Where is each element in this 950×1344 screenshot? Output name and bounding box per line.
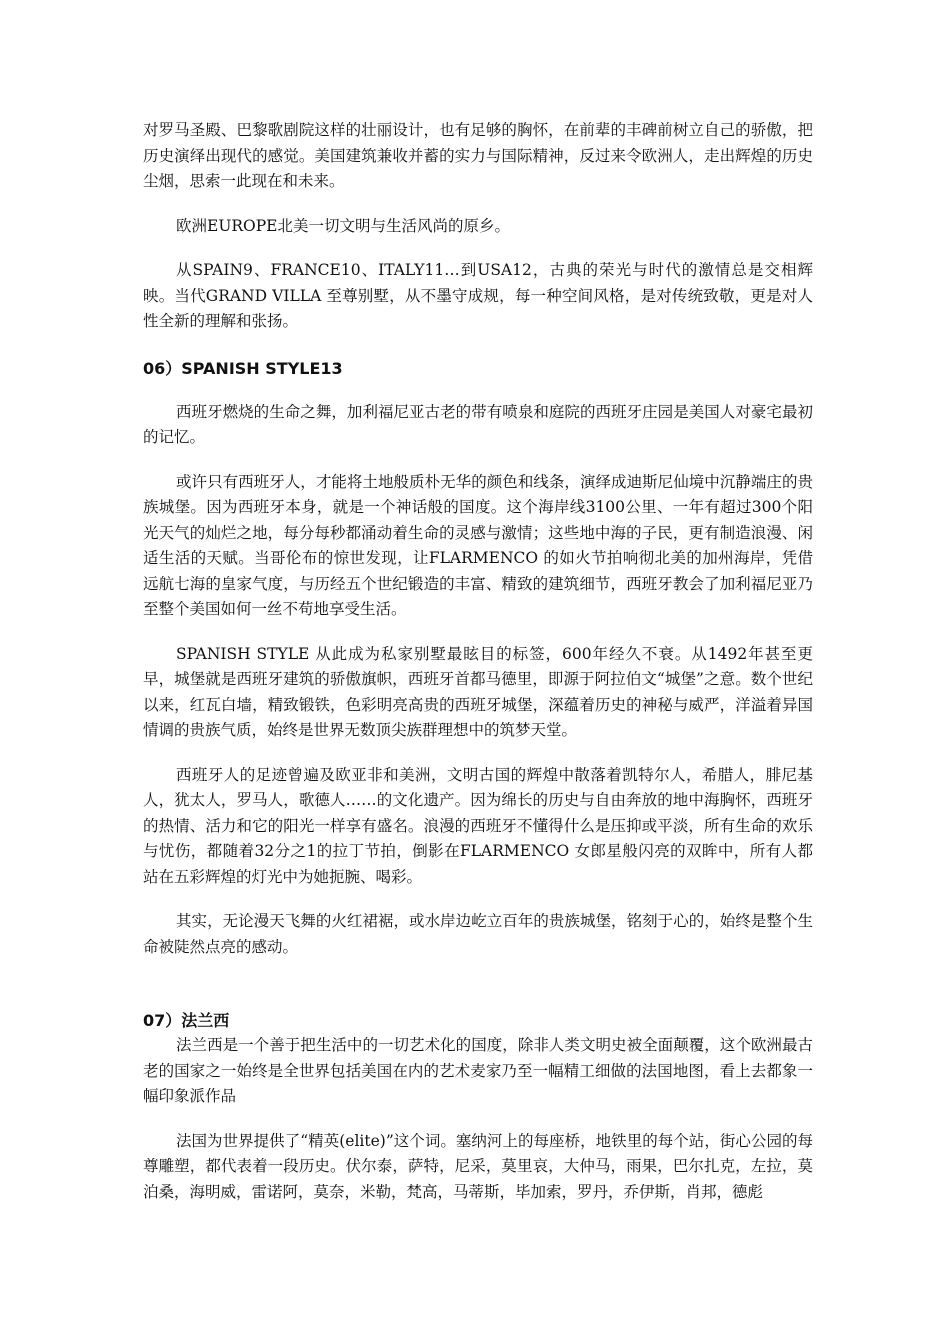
paragraph: 从SPAIN9、FRANCE10、ITALY11…到USA12，古典的荣光与时代的激情总是交相辉映。当代GRAND VILLA 至尊别墅，从不墨守成规，每一种空间风格，是对传统致敬，更是对人性全新的理解和张扬。: [143, 261, 813, 330]
paragraph: SPANISH STYLE 从此成为私家别墅最眩目的标签，600年经久不衰。从1492年甚至更早，城堡就是西班牙建筑的骄傲旗帜，西班牙首都马德里，即源于阿拉伯文“城堡”之意。数个世纪以来，红瓦白墙，精致锻铁，色彩明亮高贵的西班牙城堡，深蕴着历史的神秘与威严，洋溢着异国情调的贵族气质，始终是世界无数顶尖族群理想中的筑梦天堂。: [143, 644, 813, 739]
document-body: [143, 118, 813, 1205]
paragraph: 西班牙燃烧的生命之舞，加利福尼亚古老的带有喷泉和庭院的西班牙庄园是美国人对豪宅最初的记忆。: [143, 402, 813, 446]
section-heading-france: 07）法兰西: [143, 1011, 230, 1030]
paragraph: 法兰西是一个善于把生活中的一切艺术化的国度，除非人类文明史被全面颠覆，这个欧洲最古老的国家之一始终是全世界包括美国在内的艺术麦家乃至一幅精工细做的法国地图，看上去都象一幅印象派作品: [143, 1036, 813, 1105]
paragraph: 对罗马圣殿、巴黎歌剧院这样的壮丽设计，也有足够的胸怀，在前辈的丰碑前树立自己的骄傲，把历史演绎出现代的感觉。美国建筑兼收并蓄的实力与国际精神，反过来令欧洲人，走出辉煌的历史尘烟，思索一此现在和未来。: [143, 121, 813, 190]
paragraph: 法国为世界提供了“精英(elite)”这个词。塞纳河上的每座桥，地铁里的每个站，街心公园的每尊雕塑，都代表着一段历史。伏尔泰，萨特，尼采，莫里哀，大仲马，雨果，巴尔扎克，左拉，莫泊桑，海明威，雷诺阿，莫奈，米勒，梵高，马蒂斯，毕加索，罗丹，乔伊斯，肖邦，德彪: [143, 1131, 813, 1201]
section-heading-spanish-style: 06）SPANISH STYLE13: [143, 358, 343, 378]
paragraph: 其实，无论漫天飞舞的火红裙裾，或水岸边屹立百年的贵族城堡，铭刻于心的，始终是整个生命被陡然点亮的感动。: [143, 912, 813, 956]
paragraph: 欧洲EUROPE北美一切文明与生活风尚的原乡。: [176, 216, 511, 235]
paragraph: 或许只有西班牙人，才能将土地般质朴无华的颜色和线条，演绎成迪斯尼仙境中沉静端庄的贵族城堡。因为西班牙本身，就是一个神话般的国度。这个海岸线3100公里、一年有超过300个阳光天气的灿烂之地，每分每秒都涌动着生命的灵感与激情；这些地中海的子民，更有制造浪漫、闲适生活的天赋。当哥伦布的惊世发现，让FLARMENCO 的如火节拍响彻北美的加州海岸，凭借远航七海的皇家气度，与历经五个世纪锻造的丰富、精致的建筑细节，西班牙教会了加利福尼亚乃至整个美国如何一丝不苟地享受生活。: [143, 472, 813, 618]
paragraph: 西班牙人的足迹曾遍及欧亚非和美洲，文明古国的辉煌中散落着凯特尔人，希腊人，腓尼基人，犹太人，罗马人，歌德人……的文化遗产。因为绵长的历史与自由奔放的地中海胸怀，西班牙的热情、活力和它的阳光一样享有盛名。浪漫的西班牙不懂得什么是压抑或平淡，所有生命的欢乐与忧伤，都随着32分之1的拉丁节拍，倒影在FLARMENCO 女郎星般闪亮的双眸中，所有人都站在五彩辉煌的灯光中为她扼腕、喝彩。: [143, 765, 813, 886]
